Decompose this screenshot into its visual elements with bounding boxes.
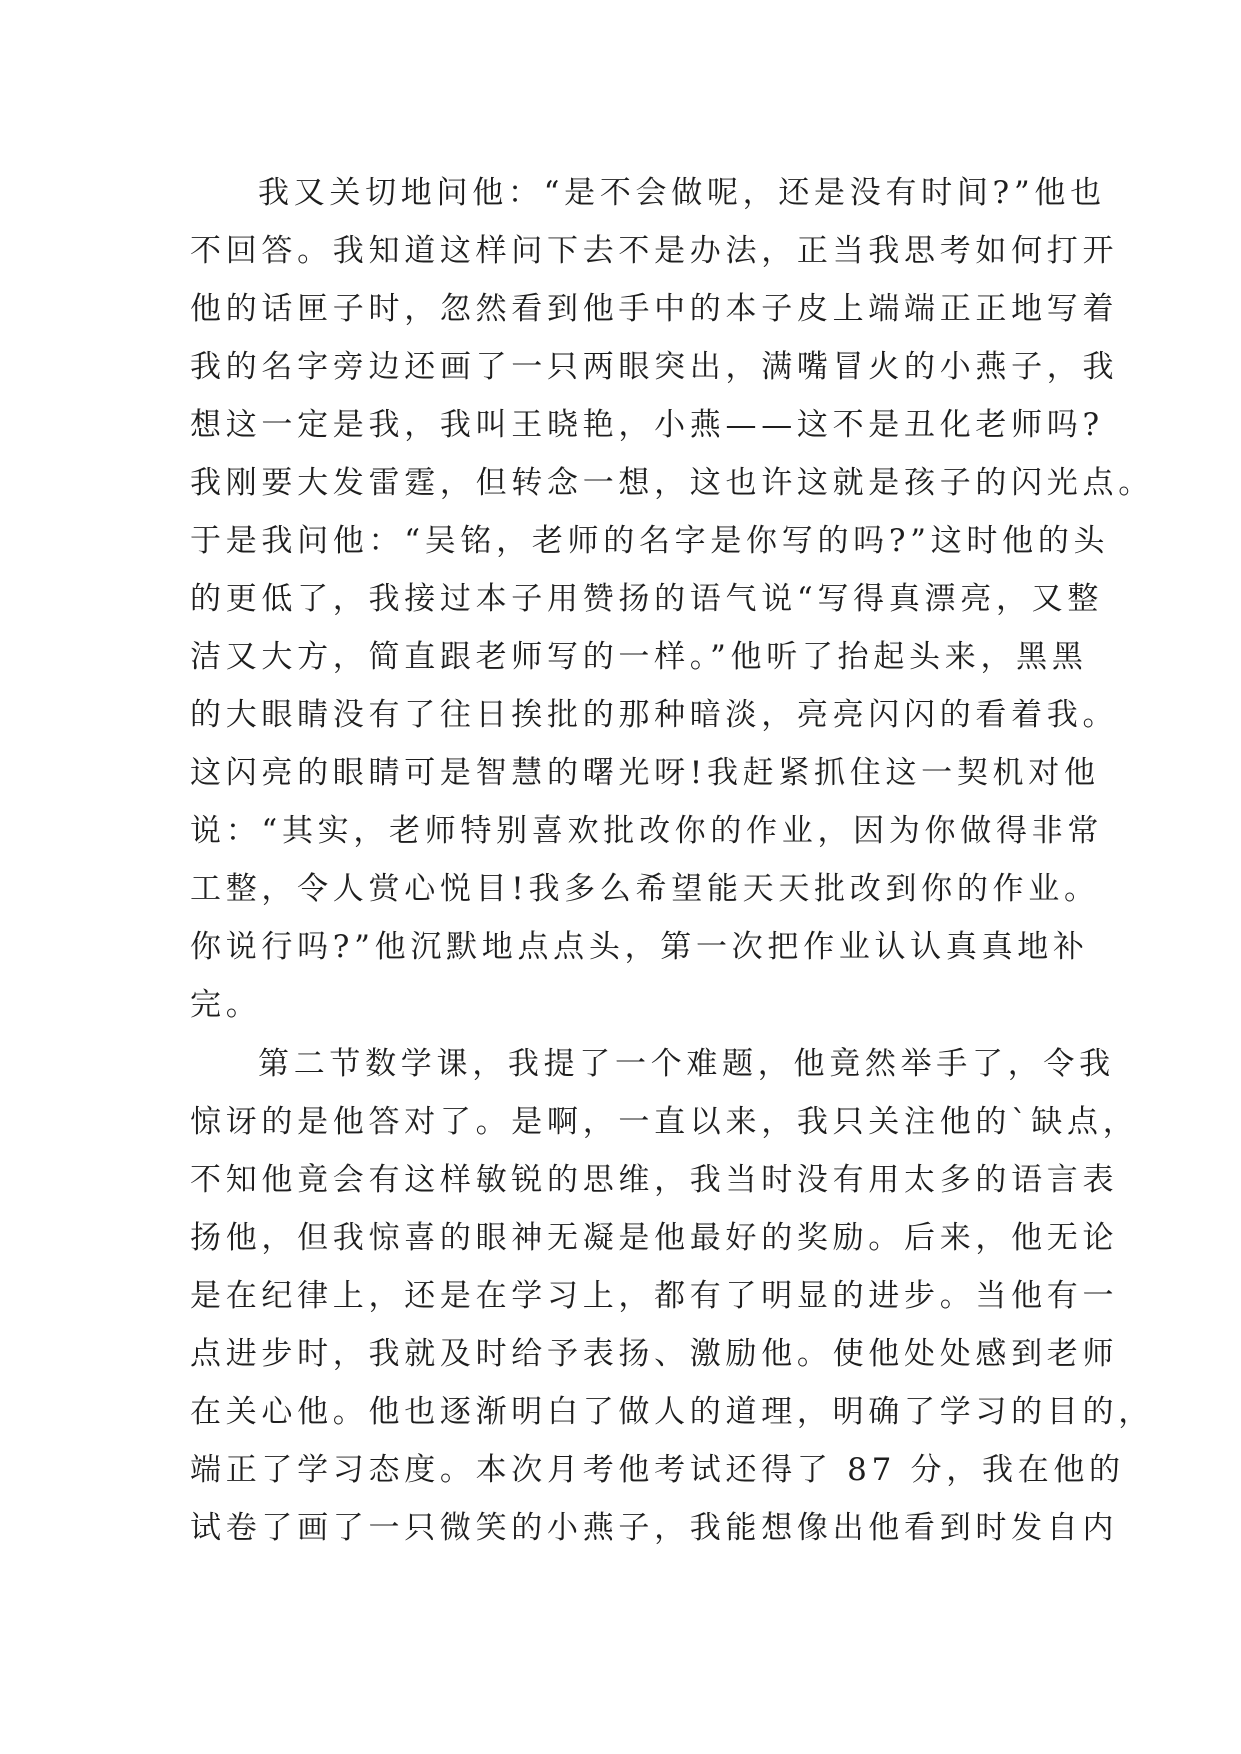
paragraph	[190, 1035, 1154, 1557]
text-line: 的更低了，我接过本子用赞扬的语气说“写得真漂亮，又整	[190, 581, 1104, 617]
text-line: 在关心他。他也逐渐明白了做人的道理，明确了学习的目的，	[190, 1394, 1154, 1430]
text-line: 他的话匣子时，忽然看到他手中的本子皮上端端正正地写着	[190, 291, 1119, 327]
text-line: 不回答。我知道这样问下去不是办法，正当我思考如何打开	[190, 233, 1119, 269]
text-line: 试卷了画了一只微笑的小燕子，我能想像出他看到时发自内	[190, 1510, 1119, 1546]
text-line: 的大眼睛没有了往日挨批的那种暗淡，亮亮闪闪的看着我。	[190, 697, 1119, 733]
paragraph	[190, 164, 1154, 1034]
text-line: 于是我问他：“吴铭，老师的名字是你写的吗?”这时他的头	[190, 523, 1110, 559]
text-line: 工整，令人赏心悦目!我多么希望能天天批改到你的作业。	[190, 871, 1100, 907]
text-line: 端正了学习态度。本次月考他考试还得了 87 分，我在他的	[190, 1452, 1125, 1488]
text-line: 你说行吗?”他沉默地点点头，第一次把作业认认真真地补	[190, 929, 1089, 965]
text-line: 扬他，但我惊喜的眼神无凝是他最好的奖励。后来，他无论	[190, 1220, 1119, 1256]
text-line: 点进步时，我就及时给予表扬、激励他。使他处处感到老师	[190, 1336, 1119, 1372]
text-line: 我又关切地问他：“是不会做呢，还是没有时间?”他也	[258, 175, 1106, 211]
text-line: 是在纪律上，还是在学习上，都有了明显的进步。当他有一	[190, 1278, 1119, 1314]
text-line: 惊讶的是他答对了。是啊，一直以来，我只关注他的`缺点，	[190, 1104, 1139, 1140]
text-line: 我的名字旁边还画了一只两眼突出，满嘴冒火的小燕子，我	[190, 349, 1119, 385]
text-line: 洁又大方，简直跟老师写的一样。”他听了抬起头来，黑黑	[190, 639, 1088, 675]
text-line: 完。	[190, 987, 262, 1023]
text-line: 第二节数学课，我提了一个难题，他竟然举手了，令我	[258, 1046, 1115, 1082]
text-line: 这闪亮的眼睛可是智慧的曙光呀!我赶紧抓住这一契机对他	[190, 755, 1100, 791]
text-line: 我刚要大发雷霆，但转念一想，这也许这就是孩子的闪光点。	[190, 465, 1154, 501]
text-line: 想这一定是我，我叫王晓艳，小燕——这不是丑化老师吗?	[190, 407, 1104, 443]
text-line: 说：“其实，老师特别喜欢批改你的作业，因为你做得非常	[190, 813, 1104, 849]
text-line: 不知他竟会有这样敏锐的思维，我当时没有用太多的语言表	[190, 1162, 1119, 1198]
